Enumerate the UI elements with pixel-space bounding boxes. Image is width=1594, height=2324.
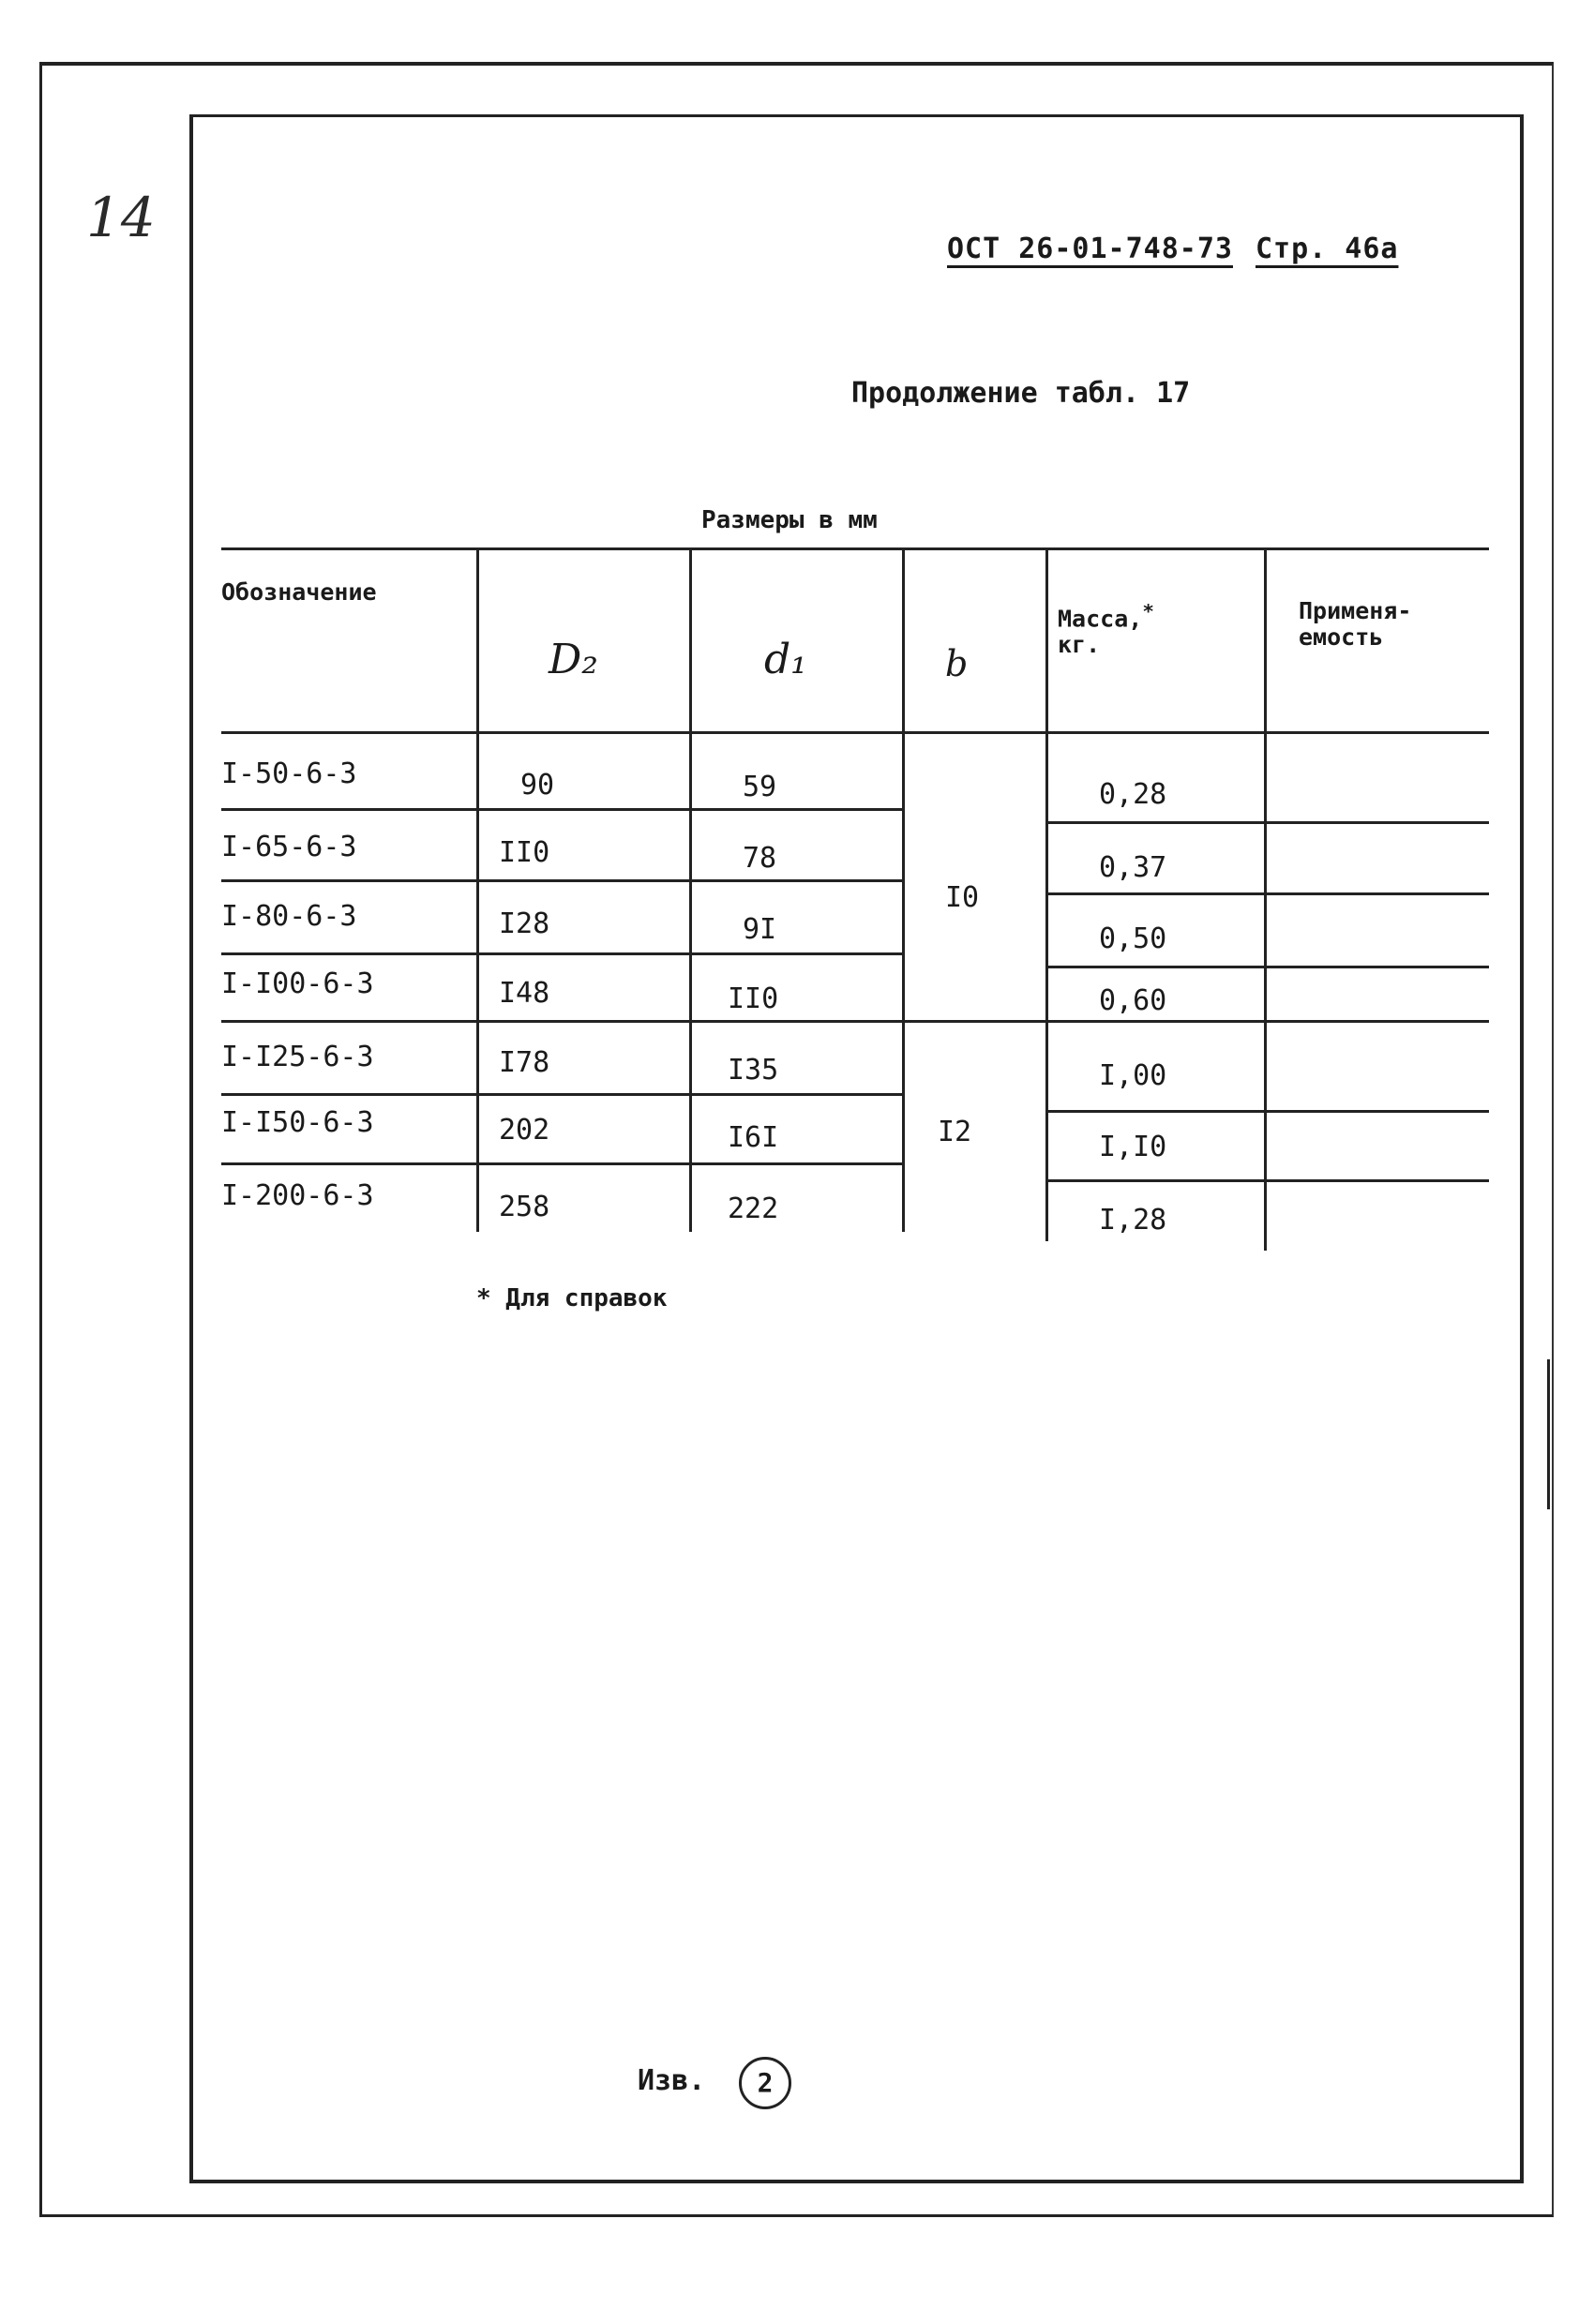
cell-designation: I-50-6-3 xyxy=(221,757,357,790)
cell-D2: I48 xyxy=(499,977,550,1010)
cell-D2: 202 xyxy=(499,1114,550,1147)
cell-designation: I-I00-6-3 xyxy=(221,967,374,1000)
header-applicability xyxy=(1299,598,1411,651)
cell-D2: 90 xyxy=(520,769,555,802)
cell-mass: 0,37 xyxy=(1099,851,1167,884)
header-mass-unit: кг. xyxy=(1058,631,1101,659)
header-mass xyxy=(1058,598,1154,658)
edge-mark xyxy=(1547,1359,1550,1509)
col-divider xyxy=(1264,547,1267,1251)
cell-designation: I-I25-6-3 xyxy=(221,1041,374,1073)
row-rule xyxy=(1045,1179,1489,1182)
cell-D2: 258 xyxy=(499,1191,550,1223)
header-D2: D₂ xyxy=(549,636,598,683)
margin-page-number: 14 xyxy=(86,186,156,249)
cell-D2: II0 xyxy=(499,836,550,869)
row-rule xyxy=(221,1020,1489,1023)
cell-D2: I28 xyxy=(499,907,550,940)
cell-mass: I,28 xyxy=(1099,1204,1167,1237)
cell-b-group: I0 xyxy=(945,881,980,914)
cell-mass: 0,28 xyxy=(1099,778,1167,811)
header-applicability-line1: Применя- xyxy=(1299,597,1412,624)
units-note: Размеры в мм xyxy=(701,506,878,534)
header-mass-label: Масса, xyxy=(1058,605,1143,633)
cell-mass: I,00 xyxy=(1099,1059,1167,1092)
table-continuation-title: Продолжение табл. 17 xyxy=(851,377,1191,410)
cell-d1: 222 xyxy=(728,1192,779,1225)
cell-b-group: I2 xyxy=(938,1116,972,1148)
header-designation: Обозначение xyxy=(221,578,377,606)
header-mass-footnote-mark: * xyxy=(1142,600,1154,622)
col-divider xyxy=(476,547,479,1232)
cell-designation: I-80-6-3 xyxy=(221,900,357,933)
header-b: b xyxy=(945,643,969,684)
inner-frame xyxy=(189,114,1524,2183)
row-rule xyxy=(1045,966,1489,968)
cell-designation: I-65-6-3 xyxy=(221,831,357,863)
cell-d1: II0 xyxy=(728,982,779,1015)
col-divider xyxy=(689,547,692,1232)
row-rule xyxy=(221,879,902,882)
row-rule xyxy=(1045,1110,1489,1113)
revision-number-badge: 2 xyxy=(739,2057,791,2109)
row-rule xyxy=(1045,892,1489,895)
cell-d1: I35 xyxy=(728,1054,779,1087)
cell-designation: I-200-6-3 xyxy=(221,1179,374,1212)
row-rule xyxy=(221,1162,902,1165)
cell-d1: I6I xyxy=(728,1121,779,1154)
cell-mass: 0,60 xyxy=(1099,984,1167,1017)
cell-designation: I-I50-6-3 xyxy=(221,1106,374,1139)
cell-D2: I78 xyxy=(499,1046,550,1079)
header-d1: d₁ xyxy=(764,636,807,683)
cell-d1: 9I xyxy=(743,913,777,946)
footnote: * Для справок xyxy=(476,1284,668,1312)
header-applicability-line2: емость xyxy=(1299,623,1384,651)
table-header-rule xyxy=(221,731,1489,734)
table-top-rule xyxy=(221,547,1489,550)
page-number: Стр. 46а xyxy=(1255,232,1399,265)
row-rule xyxy=(1045,821,1489,824)
col-divider xyxy=(902,547,905,1232)
cell-mass: 0,50 xyxy=(1099,922,1167,955)
document-header xyxy=(947,232,1398,265)
row-rule xyxy=(221,808,902,811)
standard-code: ОСТ 26-01-748-73 xyxy=(947,232,1233,265)
revision-label: Изв. xyxy=(638,2064,706,2097)
cell-d1: 78 xyxy=(743,842,777,875)
row-rule xyxy=(221,952,902,955)
cell-d1: 59 xyxy=(743,771,777,803)
row-rule xyxy=(221,1093,902,1096)
cell-mass: I,I0 xyxy=(1099,1131,1167,1163)
